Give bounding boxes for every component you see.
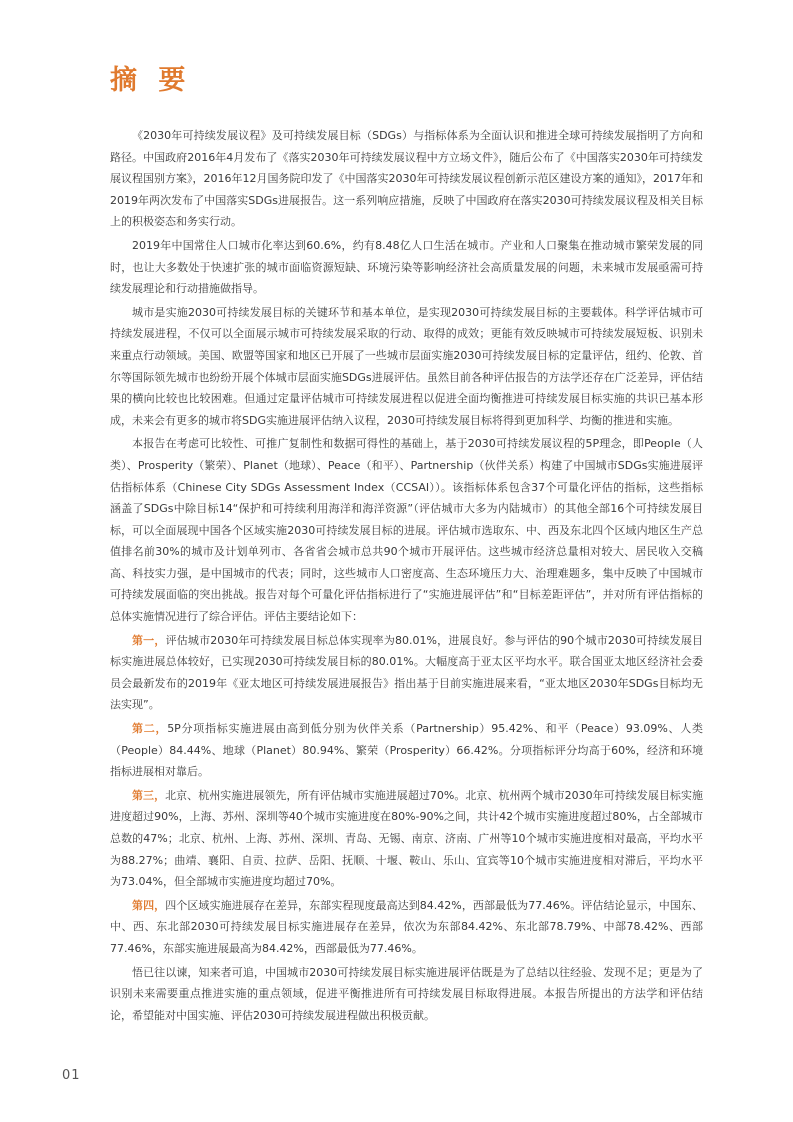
paragraph bbox=[110, 433, 703, 627]
paragraph-lead: 第一， bbox=[132, 633, 166, 647]
paragraph bbox=[110, 718, 703, 783]
page-title: 摘 要 bbox=[110, 65, 192, 96]
paragraph-lead: 第二， bbox=[132, 722, 168, 736]
paragraph-text: 5P分项指标实施进展由高到低分别为伙伴关系（Partnership）95.42%、和平（Peace）93.09%、人类（People）84.44%、地球（Planet）80.94%、繁荣（Prosperity）66.42%。分项指标评分均高于60%，经济和环境指标进展相对靠后。 bbox=[110, 722, 703, 779]
paragraph-text: 城市是实施2030可持续发展目标的关键环节和基本单位，是实现2030可持续发展目标的主要载体。科学评估城市可持续发展进程，不仅可以全面展示城市可持续发展采取的行动、取得的成效；更能有效反映城市可持续发展短板、识别未来重点行动领域。美国、欧盟等国家和地区已开展了一些城市层面实施2030可持续发展目标的定量评估，纽约、伦敦、首尔等国际领先城市也纷纷开展个体城市层面实施SDGs进展评估。虽然目前各种评估报告的方法学还存在广泛差异，评估结果的横向比较也比较困难。但通过定量评估城市可持续发展进程以促进全面均衡推进可持续发展目标实施的共识已基本形成，未来会有更多的城市将SDG实施进展评估纳入议程，2030可持续发展目标将得到更加科学、均衡的推进和实施。 bbox=[110, 305, 703, 427]
paragraph-lead: 第三， bbox=[132, 788, 166, 802]
paragraph-text: 悟已往以谏，知来者可追，中国城市2030可持续发展目标实施进展评估既是为了总结以往经验、发现不足；更是为了识别未来需要重点推进实施的重点领域，促进平衡推进所有可持续发展目标取得进展。本报告所提出的方法学和评估结论，希望能对中国实施、评估2030可持续发展进程做出积极贡献。 bbox=[110, 965, 703, 1022]
paragraph bbox=[110, 895, 703, 960]
paragraph-lead: 第四， bbox=[132, 898, 166, 912]
paragraph bbox=[110, 785, 703, 893]
paragraph bbox=[110, 302, 703, 432]
summary-body bbox=[110, 125, 703, 1026]
paragraph bbox=[110, 630, 703, 716]
paragraph bbox=[110, 125, 703, 233]
paragraph-text: 2019年中国常住人口城市化率达到60.6%，约有8.48亿人口生活在城市。产业和人口聚集在推动城市繁荣发展的同时，也让大多数处于快速扩张的城市面临资源短缺、环境污染等影响经济社会高质量发展的问题，未来城市发展亟需可持续发展理论和行动措施做指导。 bbox=[110, 238, 703, 296]
page-number: 01 bbox=[62, 1068, 81, 1083]
paragraph-text: 北京、杭州实施进展领先，所有评估城市实施进展超过70%。北京、杭州两个城市2030年可持续发展目标实施进度超过90%，上海、苏州、深圳等40个城市实施进度在80%-90%之间，共计42个城市实施进度超过80%，占全部城市总数的47%；北京、杭州、上海、苏州、深圳、青岛、无锡、南京、济南、广州等10个城市实施进度相对最高，平均水平为88.27%；曲靖、襄阳、自贡、拉萨、岳阳、抚顺、十堰、鞍山、乐山、宜宾等10个城市实施进度相对滞后，平均水平为73.04%，但全部城市实施进度均超过70%。 bbox=[110, 788, 703, 889]
paragraph-text: 本报告在考虑可比较性、可推广复制性和数据可得性的基础上，基于2030可持续发展议程的5P理念，即People（人类）、Prosperity（繁荣）、Planet（地球）、Peace（和平）、Partnership（伙伴关系）构建了中国城市SDGs实施进展评估指标体系（Chinese City SDGs Assessment Index（CCSAI））。该指标体系包含37个可量化评估的指标，这些指标涵盖了SDGs中除目标14“保护和可持续利用海洋和海洋资源”（评估城市大多为内陆城市）的其他全部16个可持续发展目标，可以全面展现中国各个区域实施2030可持续发展目标的进展。评估城市选取东、中、西及东北四个区域内地区生产总值排名前30%的城市及计划单列市、各省省会城市总共90个城市开展评估。这些城市经济总量相对较大、居民收入交稿高、科技实力强，是中国城市的代表；同时，这些城市人口密度高、生态环境压力大、治理难题多，集中反映了中国城市可持续发展面临的突出挑战。报告对每个可量化评估指标进行了“实施进展评估”和“目标差距评估”，并对所有评估指标的总体实施情况进行了综合评估。评估主要结论如下： bbox=[110, 437, 703, 624]
paragraph-text: 四个区域实施进展存在差异，东部实程现度最高达到84.42%，西部最低为77.46%。评估结论显示，中国东、中、西、东北部2030可持续发展目标实施进展存在差异，依次为东部84.42%、东北部78.79%、中部78.42%、西部77.46%，东部实施进展最高为84.42%，西部最低为77.46%。 bbox=[110, 898, 704, 955]
paragraph bbox=[110, 235, 703, 300]
paragraph bbox=[110, 962, 703, 1027]
paragraph-text: 《2030年可持续发展议程》及可持续发展目标（SDGs）与指标体系为全面认识和推进全球可持续发展指明了方向和路径。中国政府2016年4月发布了《落实2030年可持续发展议程中方立场文件》，随后公布了《中国落实2030年可持续发展议程国别方案》，2016年12月国务院印发了《中国落实2030年可持续发展议程创新示范区建设方案的通知》，2017年和2019年两次发布了中国落实SDGs进展报告。这一系列响应措施，反映了中国政府在落实2030可持续发展议程及相关目标上的积极姿态和务实行动。 bbox=[110, 129, 703, 229]
paragraph-text: 评估城市2030年可持续发展目标总体实现率为80.01%，进展良好。参与评估的90个城市2030可持续发展目标实施进展总体较好，已实现2030可持续发展目标的80.01%。大幅度高于亚太区平均水平。联合国亚太地区经济社会委员会最新发布的2019年《亚太地区可持续发展进展报告》指出基于目前实施进展来看，“亚太地区2030年SDGs目标均无法实现”。 bbox=[110, 633, 704, 712]
